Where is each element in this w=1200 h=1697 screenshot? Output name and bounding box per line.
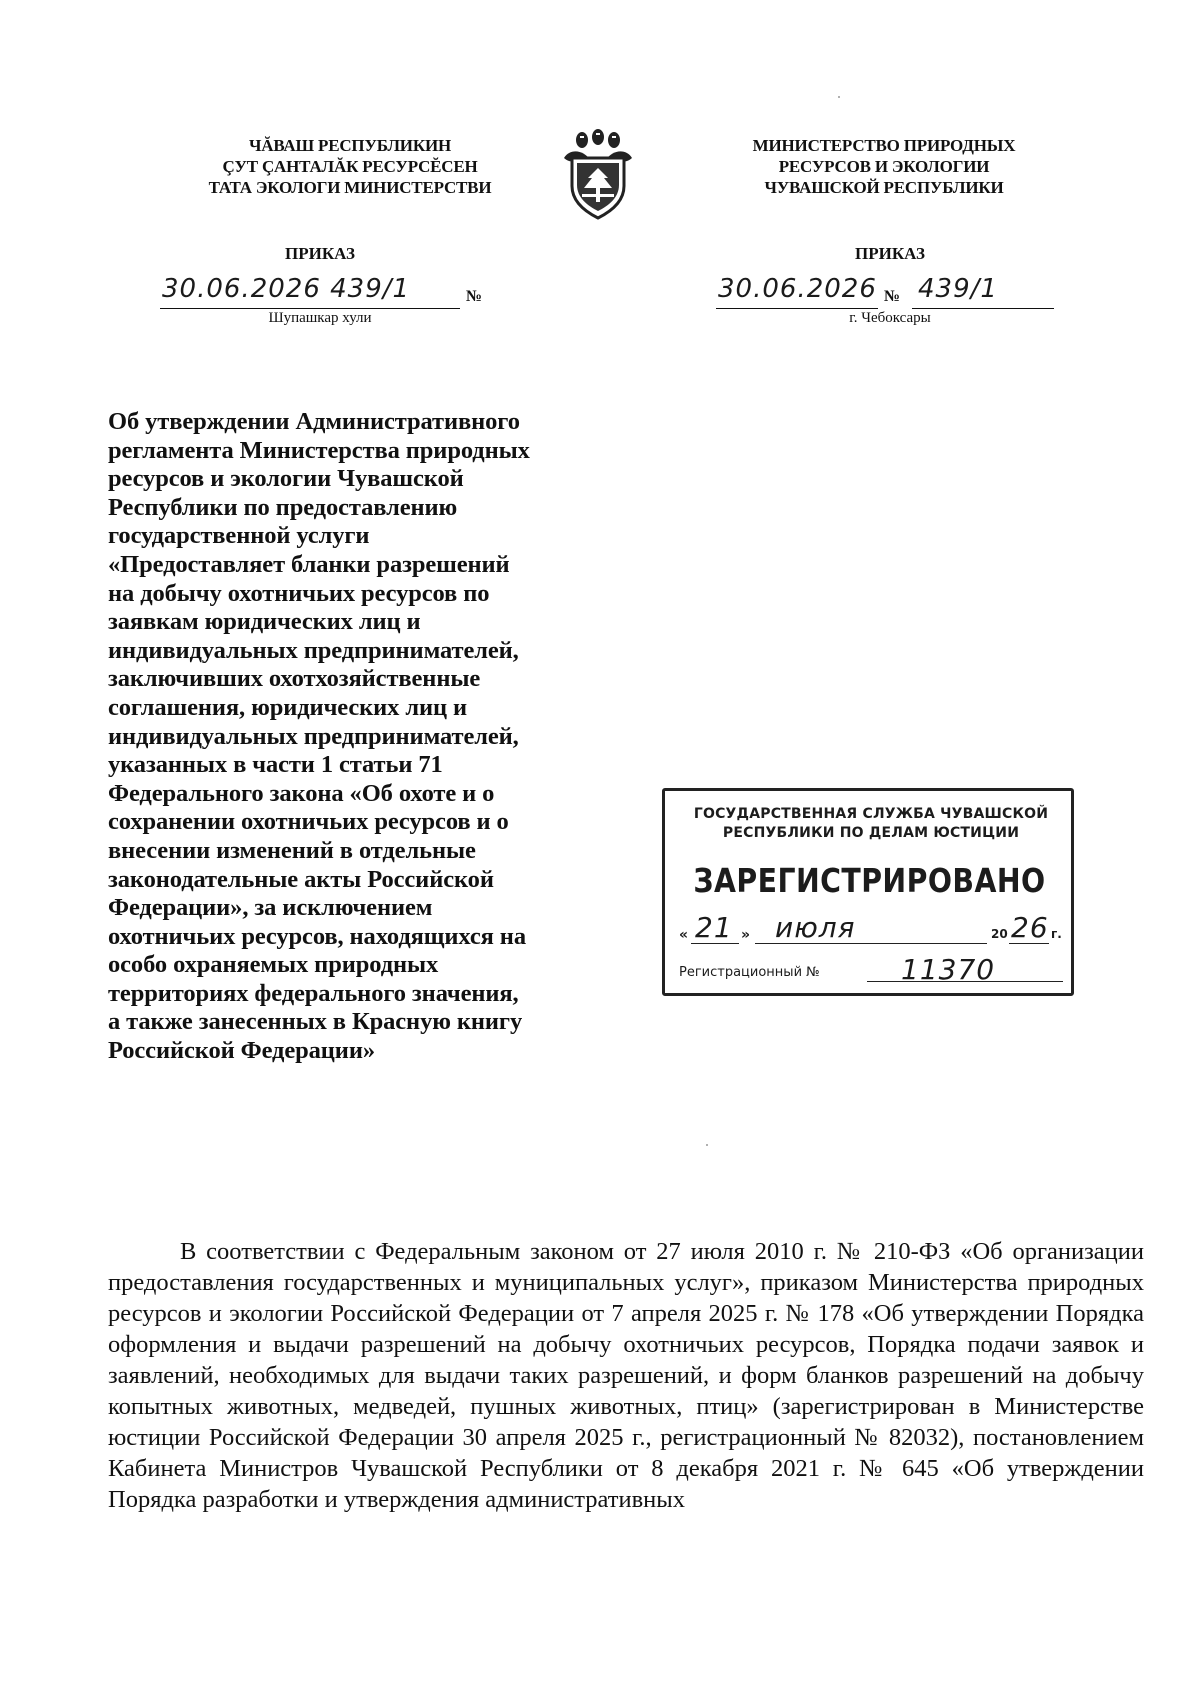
stamp-open-quote: « — [679, 927, 689, 943]
org-line: РЕСУРСОВ И ЭКОЛОГИИ — [778, 157, 990, 176]
stamp-close-quote: » — [741, 927, 751, 943]
org-name-chuvash — [170, 135, 530, 198]
org-line: МИНИСТЕРСТВО ПРИРОДНЫХ — [752, 136, 1016, 155]
order-date-right — [716, 268, 878, 309]
stamp-year-prefix: 20 — [991, 927, 1008, 941]
registration-stamp — [662, 788, 1074, 996]
stamp-reg-number: 11370 — [901, 953, 996, 986]
handwritten-number: 439/1 — [918, 274, 998, 304]
stamp-reg-label: Регистрационный № — [679, 965, 820, 980]
scan-speck — [706, 1144, 708, 1146]
city-right: г. Чебоксары — [849, 310, 931, 326]
org-name-ministry — [704, 135, 1064, 198]
stamp-registration-line — [679, 955, 1063, 985]
handwritten-date: 30.06.2026 — [718, 274, 877, 304]
handwritten-date-number: 30.06.2026 439/1 — [162, 274, 411, 304]
order-date-number-left — [160, 268, 460, 309]
order-heading-right: ПРИКАЗ — [855, 244, 925, 263]
org-line: ТАТА ЭКОЛОГИ МИНИСТЕРСТВИ — [208, 178, 492, 197]
org-line: ÇУТ ÇАНТАЛĂК РЕСУРСĔСЕН — [222, 157, 478, 176]
stamp-status: ЗАРЕГИСТРИРОВАНО — [693, 861, 1046, 900]
scan-speck — [838, 96, 840, 98]
stamp-day: 21 — [695, 911, 733, 944]
chuvash-republic-emblem-icon — [560, 128, 636, 220]
order-number-right — [912, 268, 1054, 309]
stamp-year-suffix: 26 — [1011, 911, 1049, 944]
number-sign-right: № — [884, 288, 901, 305]
body-paragraph: В соответствии с Федеральным законом от 27 июля 2010 г. № 210-ФЗ «Об организации предоставления государственных и муниципальных услуг», приказом Министерства природных ресурсов и экологии Российской Федерации от 7 апреля 2025 г. № 178 «Об утверждении Порядка оформления и выдачи разрешений на добычу охотничьих ресурсов, Порядка подачи заявок и заявлений, необходимых для выдачи таких разрешений, и форм бланков разрешений на добычу копытных животных, медведей, пушных животных, птиц» (зарегистрирован в Министерстве юстиции Российской Федерации 30 апреля 2025 г., регистрационный № 82032), постановлением Кабинета Министров Чувашской Республики от 8 декабря 2021 г. № 645 «Об утверждении Порядка разработки и утверждения административных — [108, 1238, 1144, 1513]
stamp-agency: ГОСУДАРСТВЕННАЯ СЛУЖБА ЧУВАШСКОЙ РЕСПУБЛИКИ ПО ДЕЛАМ ЮСТИЦИИ — [693, 806, 1049, 841]
org-line: ЧĂВАШ РЕСПУБЛИКИН — [249, 136, 451, 155]
order-heading-left: ПРИКАЗ — [285, 244, 355, 263]
city-left: Шупашкар хули — [268, 310, 372, 326]
stamp-date-line — [679, 913, 1063, 947]
number-sign-left: № — [466, 288, 483, 305]
stamp-year-unit: г. — [1051, 927, 1062, 941]
stamp-month: июля — [775, 911, 856, 944]
document-title: Об утверждении Административного регламента Министерства природных ресурсов и экологии Чувашской Республики по предоставлению государственной услуги «Предоставляет бланки разрешений на добычу охотничьих ресурсов по заявкам юридических лиц и индивидуальных предпринимателей, заключивших охотхозяйственные соглашения, юридических лиц и индивидуальных предпринимателей, указанных в части 1 статьи 71 Федерального закона «Об охоте и о сохранении охотничьих ресурсов и о внесении изменений в отдельные законодательные акты Российской Федерации», за исключением охотничьих ресурсов, находящихся на особо охраняемых природных территориях федерального значения, а также занесенных в Красную книгу Российской Федерации» — [108, 408, 530, 1065]
org-line: ЧУВАШСКОЙ РЕСПУБЛИКИ — [764, 178, 1004, 197]
